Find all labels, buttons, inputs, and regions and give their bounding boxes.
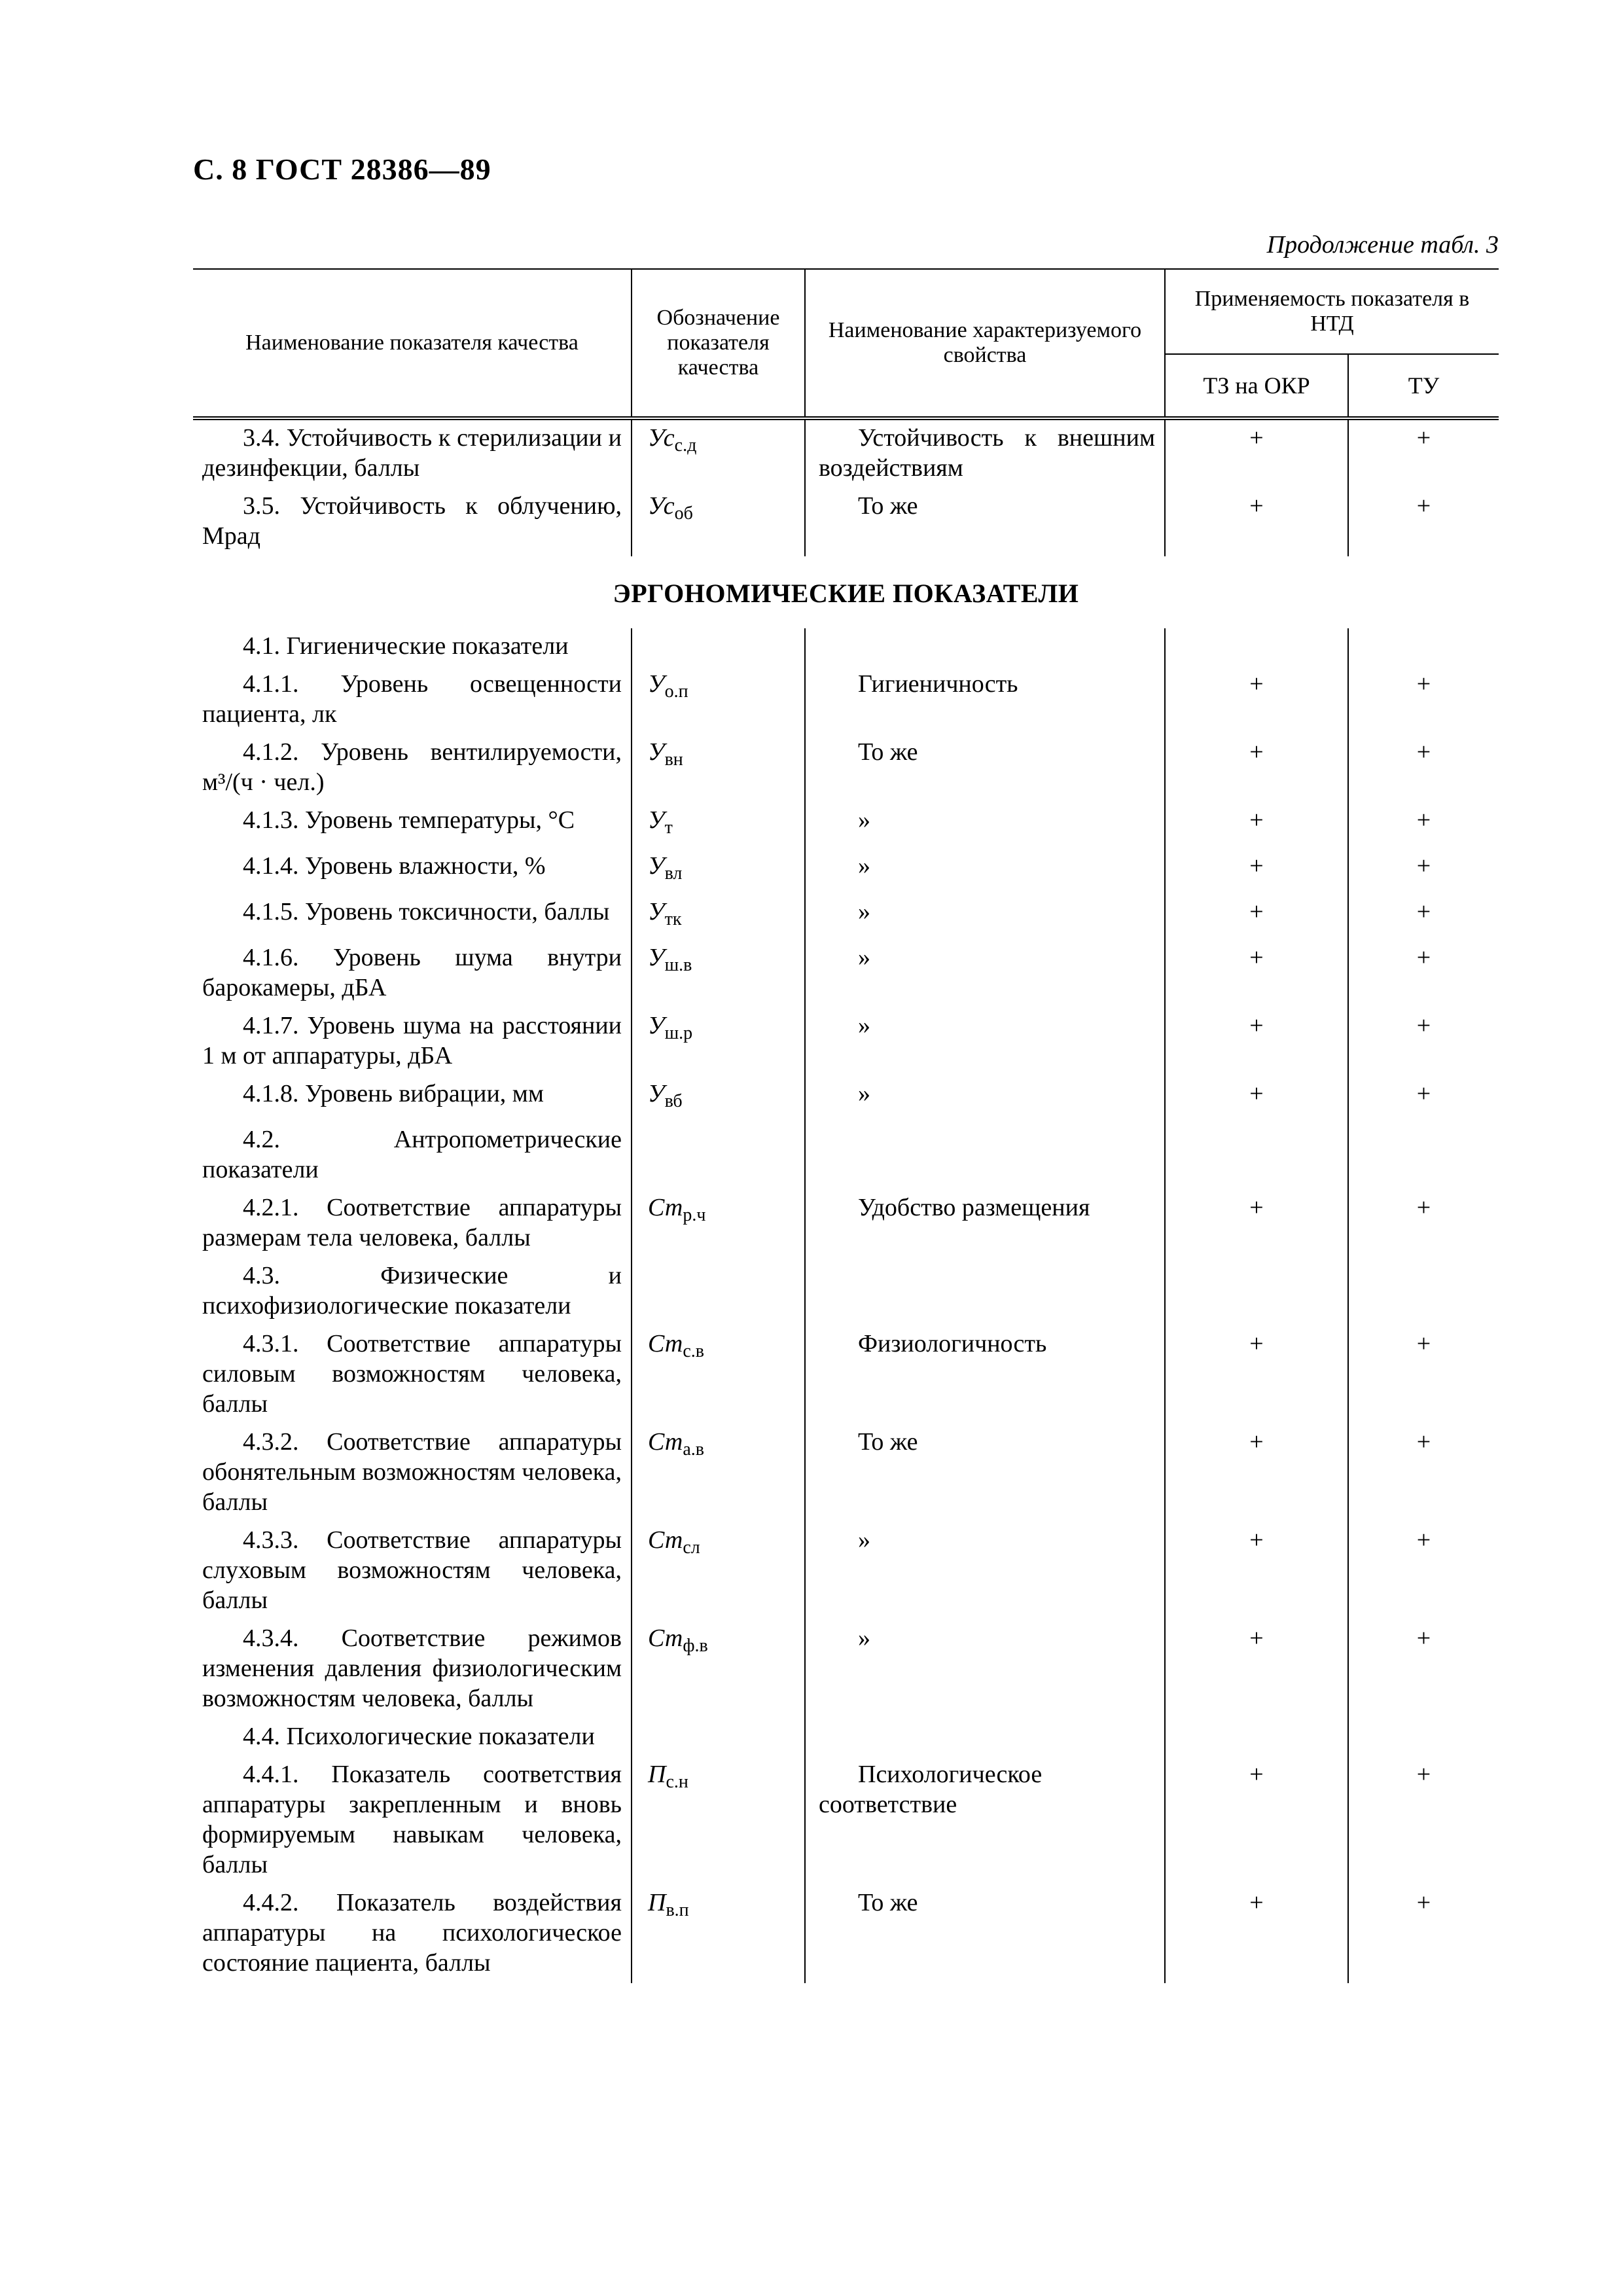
cell-tz-applicability: + [1165,1757,1348,1885]
symbol-letter: У [648,670,665,698]
indicator-name: 4.1.3. Уровень температуры, °С [243,806,575,834]
symbol-letter: Ст [648,1330,683,1357]
indicator-name: 3.4. Устойчивость к стерилизации и дезинфекции, баллы [202,424,622,482]
cell-tz-applicability: + [1165,1326,1348,1424]
symbol-letter: У [648,944,665,971]
indicator-name: 4.1.5. Уровень токсичности, баллы [243,898,610,925]
header-tu: ТУ [1348,354,1499,418]
cell-indicator-name [193,894,632,940]
cell-indicator-name [193,1326,632,1424]
cell-indicator-name [193,1122,632,1190]
symbol-letter: Ст [648,1428,683,1456]
symbol-letter: У [648,806,665,834]
symbol-letter: Ст [648,1194,683,1221]
cell-property [805,1258,1165,1326]
table-row [193,894,1499,940]
table-row [193,1258,1499,1326]
cell-tu-applicability: + [1348,1757,1499,1885]
cell-tu-applicability: + [1348,802,1499,848]
symbol-letter: У [648,898,665,925]
cell-tz-applicability [1165,1258,1348,1326]
indicator-name: 4.4.2. Показатель воздействия аппаратуры на психологическое состояние пациента, баллы [202,1889,622,1977]
symbol-subscript: р.ч [683,1205,706,1225]
symbol-subscript: сл [683,1537,700,1558]
cell-indicator-name [193,734,632,802]
cell-property: » [805,1008,1165,1076]
cell-property: Психологическое соответствие [805,1757,1165,1885]
cell-property: Устойчивость к внешним воздействиям [805,418,1165,488]
symbol-subscript: ш.в [664,955,692,975]
table-row [193,1326,1499,1424]
cell-indicator-name [193,628,632,666]
cell-tu-applicability: + [1348,940,1499,1008]
cell-tu-applicability: + [1348,418,1499,488]
header-tz: ТЗ на ОКР [1165,354,1348,418]
cell-tz-applicability: + [1165,848,1348,894]
cell-indicator-name [193,848,632,894]
symbol-subscript: с.д [674,435,697,456]
cell-tz-applicability: + [1165,1621,1348,1719]
symbol-subscript: о.п [664,681,688,702]
symbol-subscript: вл [664,863,683,884]
cell-indicator-name [193,1008,632,1076]
cell-tz-applicability: + [1165,666,1348,734]
cell-tz-applicability [1165,1719,1348,1757]
cell-tu-applicability: + [1348,1522,1499,1621]
table-row [193,802,1499,848]
cell-tu-applicability: + [1348,1190,1499,1258]
table-row [193,1122,1499,1190]
symbol-subscript: тк [664,909,682,929]
symbol-letter: У [648,1012,665,1039]
symbol-letter: П [648,1889,666,1916]
symbol-subscript: с.н [666,1772,688,1792]
cell-tz-applicability: + [1165,488,1348,556]
symbol-letter: Ус [648,424,675,452]
cell-symbol [632,1522,805,1621]
cell-symbol [632,488,805,556]
cell-indicator-name [193,1424,632,1522]
header-property: Наименование характеризуемого свойства [805,269,1165,418]
cell-symbol [632,628,805,666]
table-row [193,1190,1499,1258]
cell-tz-applicability: + [1165,940,1348,1008]
cell-symbol [632,1621,805,1719]
cell-tz-applicability: + [1165,734,1348,802]
table-row [193,488,1499,556]
table-row [193,1424,1499,1522]
cell-property: » [805,1522,1165,1621]
cell-indicator-name [193,488,632,556]
table-row [193,1008,1499,1076]
cell-property: Физиологичность [805,1326,1165,1424]
cell-property [805,628,1165,666]
table-row [193,1757,1499,1885]
cell-indicator-name [193,1190,632,1258]
cell-property [805,1122,1165,1190]
indicator-name: 4.1. Гигиенические показатели [243,632,569,660]
cell-tz-applicability: + [1165,418,1348,488]
indicator-name: 4.1.1. Уровень освещенности пациента, лк [202,670,622,728]
cell-indicator-name [193,1522,632,1621]
symbol-letter: У [648,738,665,766]
cell-symbol [632,666,805,734]
table-row [193,734,1499,802]
table-row [193,1621,1499,1719]
cell-tu-applicability: + [1348,1008,1499,1076]
cell-symbol [632,1122,805,1190]
cell-indicator-name [193,1757,632,1885]
header-applicability: Применяемость показателя в НТД [1165,269,1499,354]
indicator-name: 4.2.1. Соответствие аппаратуры размерам тела человека, баллы [202,1194,622,1251]
cell-indicator-name [193,666,632,734]
cell-symbol [632,1326,805,1424]
cell-tz-applicability: + [1165,1522,1348,1621]
cell-symbol [632,1719,805,1757]
indicator-name: 4.1.8. Уровень вибрации, мм [243,1080,544,1107]
cell-tz-applicability: + [1165,1076,1348,1122]
cell-tu-applicability: + [1348,488,1499,556]
cell-symbol [632,894,805,940]
table-body-ergonomic [193,628,1499,1983]
cell-tu-applicability: + [1348,1076,1499,1122]
indicator-name: 4.1.6. Уровень шума внутри барокамеры, дБА [202,944,622,1001]
indicator-name: 4.4. Психологические показатели [243,1723,595,1750]
cell-symbol [632,802,805,848]
symbol-subscript: т [664,817,673,838]
symbol-subscript: ф.в [683,1636,708,1656]
header-name: Наименование показателя качества [193,269,632,418]
indicator-name: 4.3.4. Соответствие режимов изменения давления физиологическим возможностям человека, баллы [202,1624,622,1712]
table-continuation-label: Продолжение табл. 3 [1266,231,1499,259]
cell-property: » [805,848,1165,894]
cell-tz-applicability: + [1165,1008,1348,1076]
symbol-letter: Ст [648,1526,683,1554]
cell-indicator-name [193,418,632,488]
symbol-subscript: а.в [683,1439,704,1460]
table-row [193,628,1499,666]
cell-symbol [632,1424,805,1522]
indicator-name: 4.3.1. Соответствие аппаратуры силовым возможностям человека, баллы [202,1330,622,1418]
cell-tz-applicability: + [1165,802,1348,848]
symbol-subscript: вб [664,1091,683,1111]
cell-tz-applicability [1165,628,1348,666]
cell-property: То же [805,488,1165,556]
indicator-name: 4.3.2. Соответствие аппаратуры обонятельным возможностям человека, баллы [202,1428,622,1516]
symbol-subscript: с.в [683,1341,704,1361]
symbol-subscript: в.п [666,1900,689,1920]
page-header: С. 8 ГОСТ 28386—89 [193,152,491,186]
cell-indicator-name [193,802,632,848]
cell-tu-applicability [1348,628,1499,666]
symbol-subscript: вн [664,749,683,770]
cell-property: Гигиеничность [805,666,1165,734]
cell-tu-applicability: + [1348,666,1499,734]
cell-symbol [632,1008,805,1076]
table-row [193,666,1499,734]
cell-tz-applicability: + [1165,1190,1348,1258]
cell-tu-applicability [1348,1719,1499,1757]
indicator-name: 4.3.3. Соответствие аппаратуры слуховым возможностям человека, баллы [202,1526,622,1614]
cell-indicator-name [193,1885,632,1983]
cell-property: Удобство размещения [805,1190,1165,1258]
symbol-subscript: об [674,503,693,524]
cell-tz-applicability: + [1165,1424,1348,1522]
cell-property: То же [805,1424,1165,1522]
cell-property: » [805,802,1165,848]
table-row [193,940,1499,1008]
symbol-subscript: ш.р [664,1023,693,1043]
table-row [193,1522,1499,1621]
table-row [193,848,1499,894]
cell-symbol [632,1190,805,1258]
table-row [193,1076,1499,1122]
indicator-name: 4.3. Физические и психофизиологические показатели [202,1262,622,1319]
cell-tu-applicability: + [1348,894,1499,940]
symbol-letter: У [648,852,665,880]
section-row-group [193,556,1499,628]
symbol-letter: П [648,1761,666,1788]
cell-symbol [632,1076,805,1122]
cell-indicator-name [193,1719,632,1757]
indicator-name: 4.1.2. Уровень вентилируемости, м³/(ч · чел.) [202,738,622,796]
cell-symbol [632,734,805,802]
cell-symbol [632,1258,805,1326]
cell-symbol [632,1757,805,1885]
section-title: ЭРГОНОМИЧЕСКИЕ ПОКАЗАТЕЛИ [613,579,1079,608]
indicator-name: 4.4.1. Показатель соответствия аппаратуры закрепленным и вновь формируемым навыкам человека, баллы [202,1761,622,1878]
cell-indicator-name [193,1076,632,1122]
cell-property: » [805,940,1165,1008]
cell-tu-applicability: + [1348,1885,1499,1983]
table-row [193,1885,1499,1983]
cell-tu-applicability [1348,1258,1499,1326]
cell-property [805,1719,1165,1757]
cell-tu-applicability: + [1348,1621,1499,1719]
cell-tu-applicability: + [1348,1424,1499,1522]
table-body-durability [193,418,1499,556]
quality-indicators-table [193,268,1499,1983]
cell-tz-applicability: + [1165,894,1348,940]
cell-property: » [805,894,1165,940]
indicator-name: 3.5. Устойчивость к облучению, Мрад [202,492,622,550]
symbol-letter: Ус [648,492,675,520]
cell-tz-applicability [1165,1122,1348,1190]
cell-indicator-name [193,1258,632,1326]
cell-indicator-name [193,1621,632,1719]
cell-property: » [805,1621,1165,1719]
cell-tu-applicability: + [1348,734,1499,802]
cell-tu-applicability: + [1348,1326,1499,1424]
indicator-name: 4.1.4. Уровень влажности, % [243,852,546,880]
cell-property: То же [805,1885,1165,1983]
cell-property: То же [805,734,1165,802]
cell-symbol [632,418,805,488]
cell-property: » [805,1076,1165,1122]
indicator-name: 4.1.7. Уровень шума на расстоянии 1 м от аппаратуры, дБА [202,1012,622,1069]
header-symbol: Обозначение показателя качества [632,269,805,418]
table-row [193,418,1499,488]
cell-symbol [632,1885,805,1983]
cell-tu-applicability [1348,1122,1499,1190]
cell-tu-applicability: + [1348,848,1499,894]
indicator-name: 4.2. Антропометрические показатели [202,1126,622,1183]
cell-symbol [632,848,805,894]
cell-tz-applicability: + [1165,1885,1348,1983]
symbol-letter: Ст [648,1624,683,1652]
table-row [193,1719,1499,1757]
symbol-letter: У [648,1080,665,1107]
cell-symbol [632,940,805,1008]
cell-indicator-name [193,940,632,1008]
